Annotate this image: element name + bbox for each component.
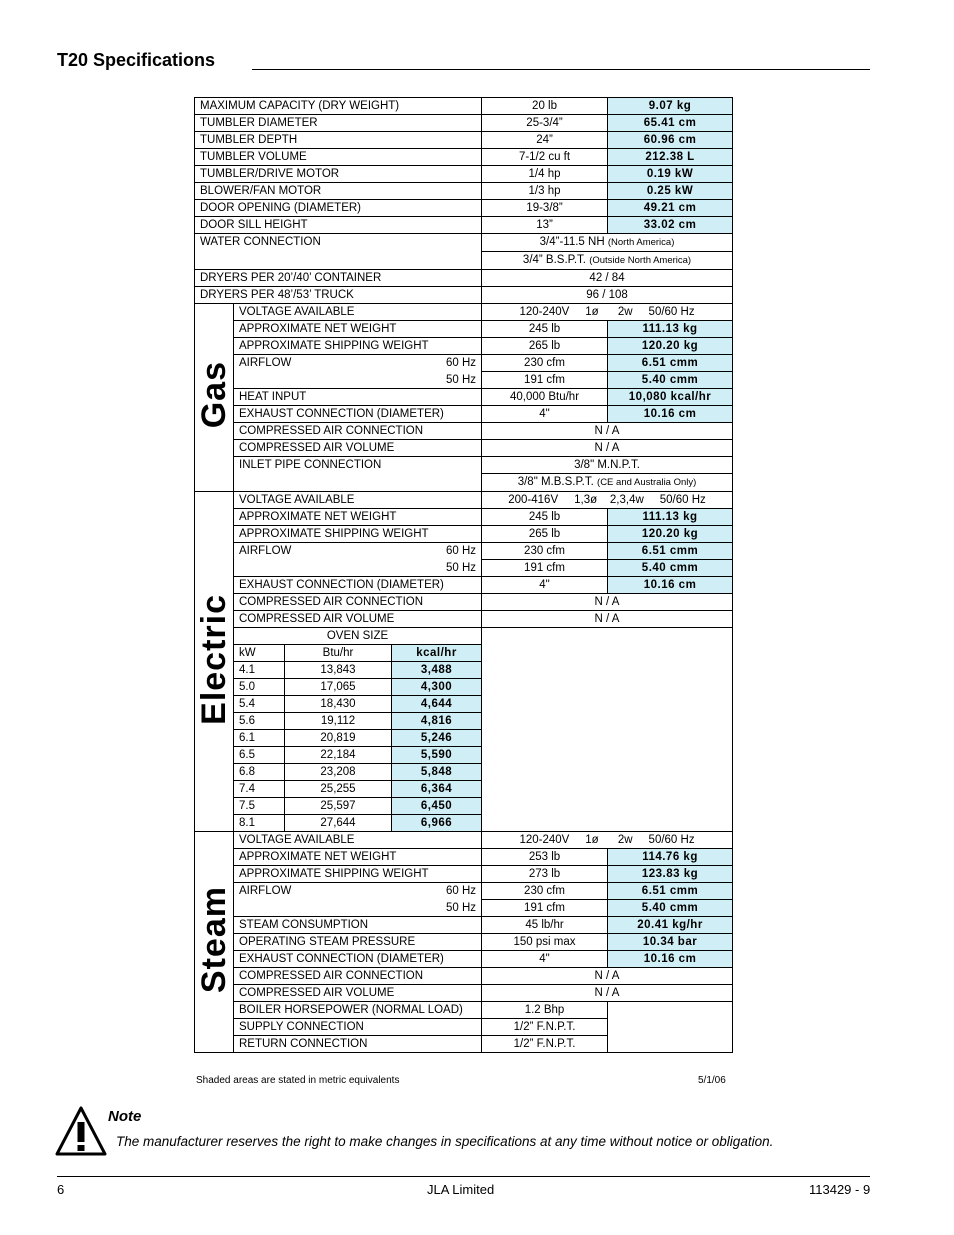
metric-value: 111.13 kg bbox=[608, 321, 733, 338]
gas-airflow-row bbox=[195, 355, 733, 372]
blank-area bbox=[482, 628, 733, 832]
metric-value: 5.40 cmm bbox=[608, 372, 733, 389]
imperial-value: 1.2 Bhp bbox=[482, 1002, 608, 1019]
oven-kcal: 6,450 bbox=[392, 798, 482, 815]
steam-airflow-row bbox=[195, 883, 733, 900]
metric-value: 120.20 kg bbox=[608, 338, 733, 355]
imperial-value: 150 psi max bbox=[482, 934, 608, 951]
electric-airflow-row bbox=[195, 543, 733, 560]
water-connection-intl: 3/4” B.S.P.T. (Outside North America) bbox=[482, 252, 733, 270]
spec-value: 3/8" M.B.S.P.T. (CE and Australia Only) bbox=[482, 474, 733, 492]
spec-row-door-sill bbox=[195, 217, 733, 234]
oven-kcal: 6,966 bbox=[392, 815, 482, 832]
frequency-label: 50 Hz bbox=[392, 560, 482, 577]
imperial-value: 4" bbox=[482, 406, 608, 423]
metric-value: 0.25 kW bbox=[608, 183, 733, 200]
metric-value: 6.51 cmm bbox=[608, 355, 733, 372]
metric-value: 5.40 cmm bbox=[608, 900, 733, 917]
frequency-label: 60 Hz bbox=[392, 543, 482, 560]
metric-value: 6.51 cmm bbox=[608, 543, 733, 560]
spec-label: DRYERS PER 48’/53’ TRUCK bbox=[195, 287, 482, 304]
metric-value: 65.41 cm bbox=[608, 115, 733, 132]
spec-label: COMPRESSED AIR VOLUME bbox=[234, 985, 482, 1002]
oven-kcal: 4,300 bbox=[392, 679, 482, 696]
steam-comp-air-vol-row bbox=[195, 985, 733, 1002]
spec-label: APPROXIMATE SHIPPING WEIGHT bbox=[234, 338, 482, 355]
steam-comp-air-conn-row bbox=[195, 968, 733, 985]
oven-kw: 5.0 bbox=[234, 679, 285, 696]
imperial-value: 273 lb bbox=[482, 866, 608, 883]
metric-value: 60.96 cm bbox=[608, 132, 733, 149]
imperial-value: 191 cfm bbox=[482, 372, 608, 389]
imperial-value: 245 lb bbox=[482, 509, 608, 526]
spec-label: COMPRESSED AIR CONNECTION bbox=[234, 594, 482, 611]
spec-value: N / A bbox=[482, 968, 733, 985]
spec-label: COMPRESSED AIR VOLUME bbox=[234, 440, 482, 457]
metric-value: 123.83 kg bbox=[608, 866, 733, 883]
metric-value: 10,080 kcal/hr bbox=[608, 389, 733, 406]
electric-exhaust-row bbox=[195, 577, 733, 594]
imperial-value: 230 cfm bbox=[482, 355, 608, 372]
oven-kcal: 6,364 bbox=[392, 781, 482, 798]
spec-label: AIRFLOW bbox=[234, 543, 392, 577]
imperial-value: 13” bbox=[482, 217, 608, 234]
electric-comp-air-conn-row bbox=[195, 594, 733, 611]
steam-section-label: Steam bbox=[195, 832, 234, 1053]
spec-label: AIRFLOW bbox=[234, 883, 392, 917]
imperial-value: 191 cfm bbox=[482, 900, 608, 917]
steam-pressure-row bbox=[195, 934, 733, 951]
note-title: Note bbox=[108, 1108, 142, 1125]
metric-value: 212.38 L bbox=[608, 149, 733, 166]
spec-row-water-connection bbox=[195, 234, 733, 252]
oven-kw: 5.4 bbox=[234, 696, 285, 713]
page-number: 6 bbox=[57, 1182, 65, 1197]
page-title: T20 Specifications bbox=[57, 50, 216, 70]
spec-value: 42 / 84 bbox=[482, 270, 733, 287]
title-underline bbox=[252, 69, 870, 70]
oven-kw: 8.1 bbox=[234, 815, 285, 832]
spec-value: 200-416V 1,3ø 2,3,4w 50/60 Hz bbox=[482, 492, 733, 509]
steam-boiler-row bbox=[195, 1002, 733, 1019]
frequency-label: 60 Hz bbox=[392, 355, 482, 372]
metric-value: 6.51 cmm bbox=[608, 883, 733, 900]
spec-label: INLET PIPE CONNECTION bbox=[234, 457, 482, 492]
imperial-value: 245 lb bbox=[482, 321, 608, 338]
oven-btu: 25,597 bbox=[285, 798, 392, 815]
imperial-value: 19-3/8” bbox=[482, 200, 608, 217]
oven-btu: 23,208 bbox=[285, 764, 392, 781]
gas-inlet-row bbox=[195, 457, 733, 474]
spec-label: WATER CONNECTION bbox=[195, 234, 482, 270]
spec-label: BOILER HORSEPOWER (NORMAL LOAD) bbox=[234, 1002, 482, 1019]
electric-ship-weight-row bbox=[195, 526, 733, 543]
spec-value: N / A bbox=[482, 985, 733, 1002]
metric-value: 9.07 kg bbox=[608, 98, 733, 115]
spec-label: BLOWER/FAN MOTOR bbox=[195, 183, 482, 200]
spec-label: EXHAUST CONNECTION (DIAMETER) bbox=[234, 577, 482, 594]
oven-header-kw: kW bbox=[234, 645, 285, 662]
spec-label: DRYERS PER 20’/40’ CONTAINER bbox=[195, 270, 482, 287]
spec-value: N / A bbox=[482, 440, 733, 457]
steam-consumption-row bbox=[195, 917, 733, 934]
specifications-table bbox=[194, 97, 733, 1053]
spec-label: APPROXIMATE NET WEIGHT bbox=[234, 849, 482, 866]
oven-btu: 25,255 bbox=[285, 781, 392, 798]
imperial-value: 230 cfm bbox=[482, 543, 608, 560]
metric-value: 0.19 kW bbox=[608, 166, 733, 183]
imperial-value: 265 lb bbox=[482, 526, 608, 543]
spec-row-tumbler-depth bbox=[195, 132, 733, 149]
spec-label: TUMBLER DIAMETER bbox=[195, 115, 482, 132]
metric-value: 5.40 cmm bbox=[608, 560, 733, 577]
spec-row-door-opening bbox=[195, 200, 733, 217]
revision-date: 5/1/06 bbox=[698, 1075, 726, 1086]
spec-row-container bbox=[195, 270, 733, 287]
spec-value: 3/8" M.N.P.T. bbox=[482, 457, 733, 474]
oven-size-title-row bbox=[195, 628, 733, 645]
metric-value: 10.16 cm bbox=[608, 951, 733, 968]
spec-label: EXHAUST CONNECTION (DIAMETER) bbox=[234, 951, 482, 968]
imperial-value: 230 cfm bbox=[482, 883, 608, 900]
oven-kw: 7.4 bbox=[234, 781, 285, 798]
gas-comp-air-vol-row bbox=[195, 440, 733, 457]
imperial-value: 45 lb/hr bbox=[482, 917, 608, 934]
spec-label: EXHAUST CONNECTION (DIAMETER) bbox=[234, 406, 482, 423]
spec-row-truck bbox=[195, 287, 733, 304]
spec-label: VOLTAGE AVAILABLE bbox=[234, 304, 482, 321]
gas-comp-air-conn-row bbox=[195, 423, 733, 440]
metric-value: 10.16 cm bbox=[608, 577, 733, 594]
oven-kcal: 5,246 bbox=[392, 730, 482, 747]
spec-label: VOLTAGE AVAILABLE bbox=[234, 832, 482, 849]
spec-value: 120-240V 1ø 2w 50/60 Hz bbox=[482, 304, 733, 321]
frequency-label: 50 Hz bbox=[392, 372, 482, 389]
imperial-value: 40,000 Btu/hr bbox=[482, 389, 608, 406]
metric-value: 10.16 cm bbox=[608, 406, 733, 423]
spec-label: APPROXIMATE SHIPPING WEIGHT bbox=[234, 526, 482, 543]
oven-btu: 20,819 bbox=[285, 730, 392, 747]
oven-kw: 7.5 bbox=[234, 798, 285, 815]
spec-row-max-capacity bbox=[195, 98, 733, 115]
warning-triangle-icon bbox=[55, 1106, 107, 1156]
oven-kcal: 5,590 bbox=[392, 747, 482, 764]
imperial-value: 24” bbox=[482, 132, 608, 149]
steam-voltage-row bbox=[195, 832, 733, 849]
imperial-value: 20 lb bbox=[482, 98, 608, 115]
oven-kw: 6.5 bbox=[234, 747, 285, 764]
electric-comp-air-vol-row bbox=[195, 611, 733, 628]
oven-kcal: 4,644 bbox=[392, 696, 482, 713]
imperial-value: 1/2” F.N.P.T. bbox=[482, 1019, 608, 1036]
spec-label: TUMBLER VOLUME bbox=[195, 149, 482, 166]
spec-row-tumbler-diameter bbox=[195, 115, 733, 132]
frequency-label: 50 Hz bbox=[392, 900, 482, 917]
water-connection-na: 3/4”-11.5 NH (North America) bbox=[482, 234, 733, 252]
blank-area bbox=[608, 1002, 733, 1053]
spec-row-blower-motor bbox=[195, 183, 733, 200]
oven-btu: 27,644 bbox=[285, 815, 392, 832]
steam-net-weight-row bbox=[195, 849, 733, 866]
oven-kw: 6.8 bbox=[234, 764, 285, 781]
oven-kw: 4.1 bbox=[234, 662, 285, 679]
spec-label: STEAM CONSUMPTION bbox=[234, 917, 482, 934]
spec-label: RETURN CONNECTION bbox=[234, 1036, 482, 1053]
oven-size-title: OVEN SIZE bbox=[234, 628, 482, 645]
steam-exhaust-row bbox=[195, 951, 733, 968]
spec-value: N / A bbox=[482, 423, 733, 440]
spec-label: DOOR SILL HEIGHT bbox=[195, 217, 482, 234]
company-name: JLA Limited bbox=[427, 1182, 495, 1197]
spec-label: COMPRESSED AIR CONNECTION bbox=[234, 968, 482, 985]
oven-kw: 6.1 bbox=[234, 730, 285, 747]
imperial-value: 191 cfm bbox=[482, 560, 608, 577]
note-text: The manufacturer reserves the right to make changes in specifications at any time without notice or obligation. bbox=[116, 1134, 774, 1149]
oven-kw: 5.6 bbox=[234, 713, 285, 730]
oven-kcal: 5,848 bbox=[392, 764, 482, 781]
gas-ship-weight-row bbox=[195, 338, 733, 355]
metric-value: 120.20 kg bbox=[608, 526, 733, 543]
spec-label: APPROXIMATE NET WEIGHT bbox=[234, 509, 482, 526]
oven-btu: 22,184 bbox=[285, 747, 392, 764]
oven-header-kcal: kcal/hr bbox=[392, 645, 482, 662]
metric-value: 111.13 kg bbox=[608, 509, 733, 526]
electric-net-weight-row bbox=[195, 509, 733, 526]
metric-value: 20.41 kg/hr bbox=[608, 917, 733, 934]
spec-label: HEAT INPUT bbox=[234, 389, 482, 406]
spec-label: AIRFLOW bbox=[234, 355, 392, 389]
gas-voltage-row bbox=[195, 304, 733, 321]
imperial-value: 4" bbox=[482, 577, 608, 594]
oven-kcal: 3,488 bbox=[392, 662, 482, 679]
spec-label: MAXIMUM CAPACITY (DRY WEIGHT) bbox=[195, 98, 482, 115]
gas-section-label: Gas bbox=[195, 304, 234, 492]
spec-label: TUMBLER/DRIVE MOTOR bbox=[195, 166, 482, 183]
spec-row-drive-motor bbox=[195, 166, 733, 183]
document-number: 113429 - 9 bbox=[809, 1182, 871, 1197]
metric-value: 33.02 cm bbox=[608, 217, 733, 234]
gas-heat-input-row bbox=[195, 389, 733, 406]
oven-header-btu: Btu/hr bbox=[285, 645, 392, 662]
spec-label: COMPRESSED AIR VOLUME bbox=[234, 611, 482, 628]
spec-row-tumbler-volume bbox=[195, 149, 733, 166]
oven-btu: 13,843 bbox=[285, 662, 392, 679]
spec-value: N / A bbox=[482, 611, 733, 628]
imperial-value: 7-1/2 cu ft bbox=[482, 149, 608, 166]
spec-label: SUPPLY CONNECTION bbox=[234, 1019, 482, 1036]
spec-label: TUMBLER DEPTH bbox=[195, 132, 482, 149]
spec-label: DOOR OPENING (DIAMETER) bbox=[195, 200, 482, 217]
spec-label: APPROXIMATE SHIPPING WEIGHT bbox=[234, 866, 482, 883]
gas-net-weight-row bbox=[195, 321, 733, 338]
frequency-label: 60 Hz bbox=[392, 883, 482, 900]
imperial-value: 25-3/4” bbox=[482, 115, 608, 132]
oven-btu: 19,112 bbox=[285, 713, 392, 730]
imperial-value: 1/4 hp bbox=[482, 166, 608, 183]
spec-value: 120-240V 1ø 2w 50/60 Hz bbox=[482, 832, 733, 849]
imperial-value: 1/2” F.N.P.T. bbox=[482, 1036, 608, 1053]
metric-value: 10.34 bar bbox=[608, 934, 733, 951]
spec-label: OPERATING STEAM PRESSURE bbox=[234, 934, 482, 951]
imperial-value: 1/3 hp bbox=[482, 183, 608, 200]
metric-footnote: Shaded areas are stated in metric equivalents bbox=[196, 1075, 400, 1086]
spec-label: COMPRESSED AIR CONNECTION bbox=[234, 423, 482, 440]
electric-section-label: Electric bbox=[195, 492, 234, 832]
metric-value: 114.76 kg bbox=[608, 849, 733, 866]
steam-ship-weight-row bbox=[195, 866, 733, 883]
spec-label: APPROXIMATE NET WEIGHT bbox=[234, 321, 482, 338]
footer-divider bbox=[57, 1176, 870, 1177]
imperial-value: 265 lb bbox=[482, 338, 608, 355]
gas-exhaust-row bbox=[195, 406, 733, 423]
imperial-value: 4" bbox=[482, 951, 608, 968]
metric-value: 49.21 cm bbox=[608, 200, 733, 217]
oven-kcal: 4,816 bbox=[392, 713, 482, 730]
imperial-value: 253 lb bbox=[482, 849, 608, 866]
spec-value: N / A bbox=[482, 594, 733, 611]
spec-label: VOLTAGE AVAILABLE bbox=[234, 492, 482, 509]
oven-btu: 17,065 bbox=[285, 679, 392, 696]
oven-btu: 18,430 bbox=[285, 696, 392, 713]
electric-voltage-row bbox=[195, 492, 733, 509]
spec-value: 96 / 108 bbox=[482, 287, 733, 304]
